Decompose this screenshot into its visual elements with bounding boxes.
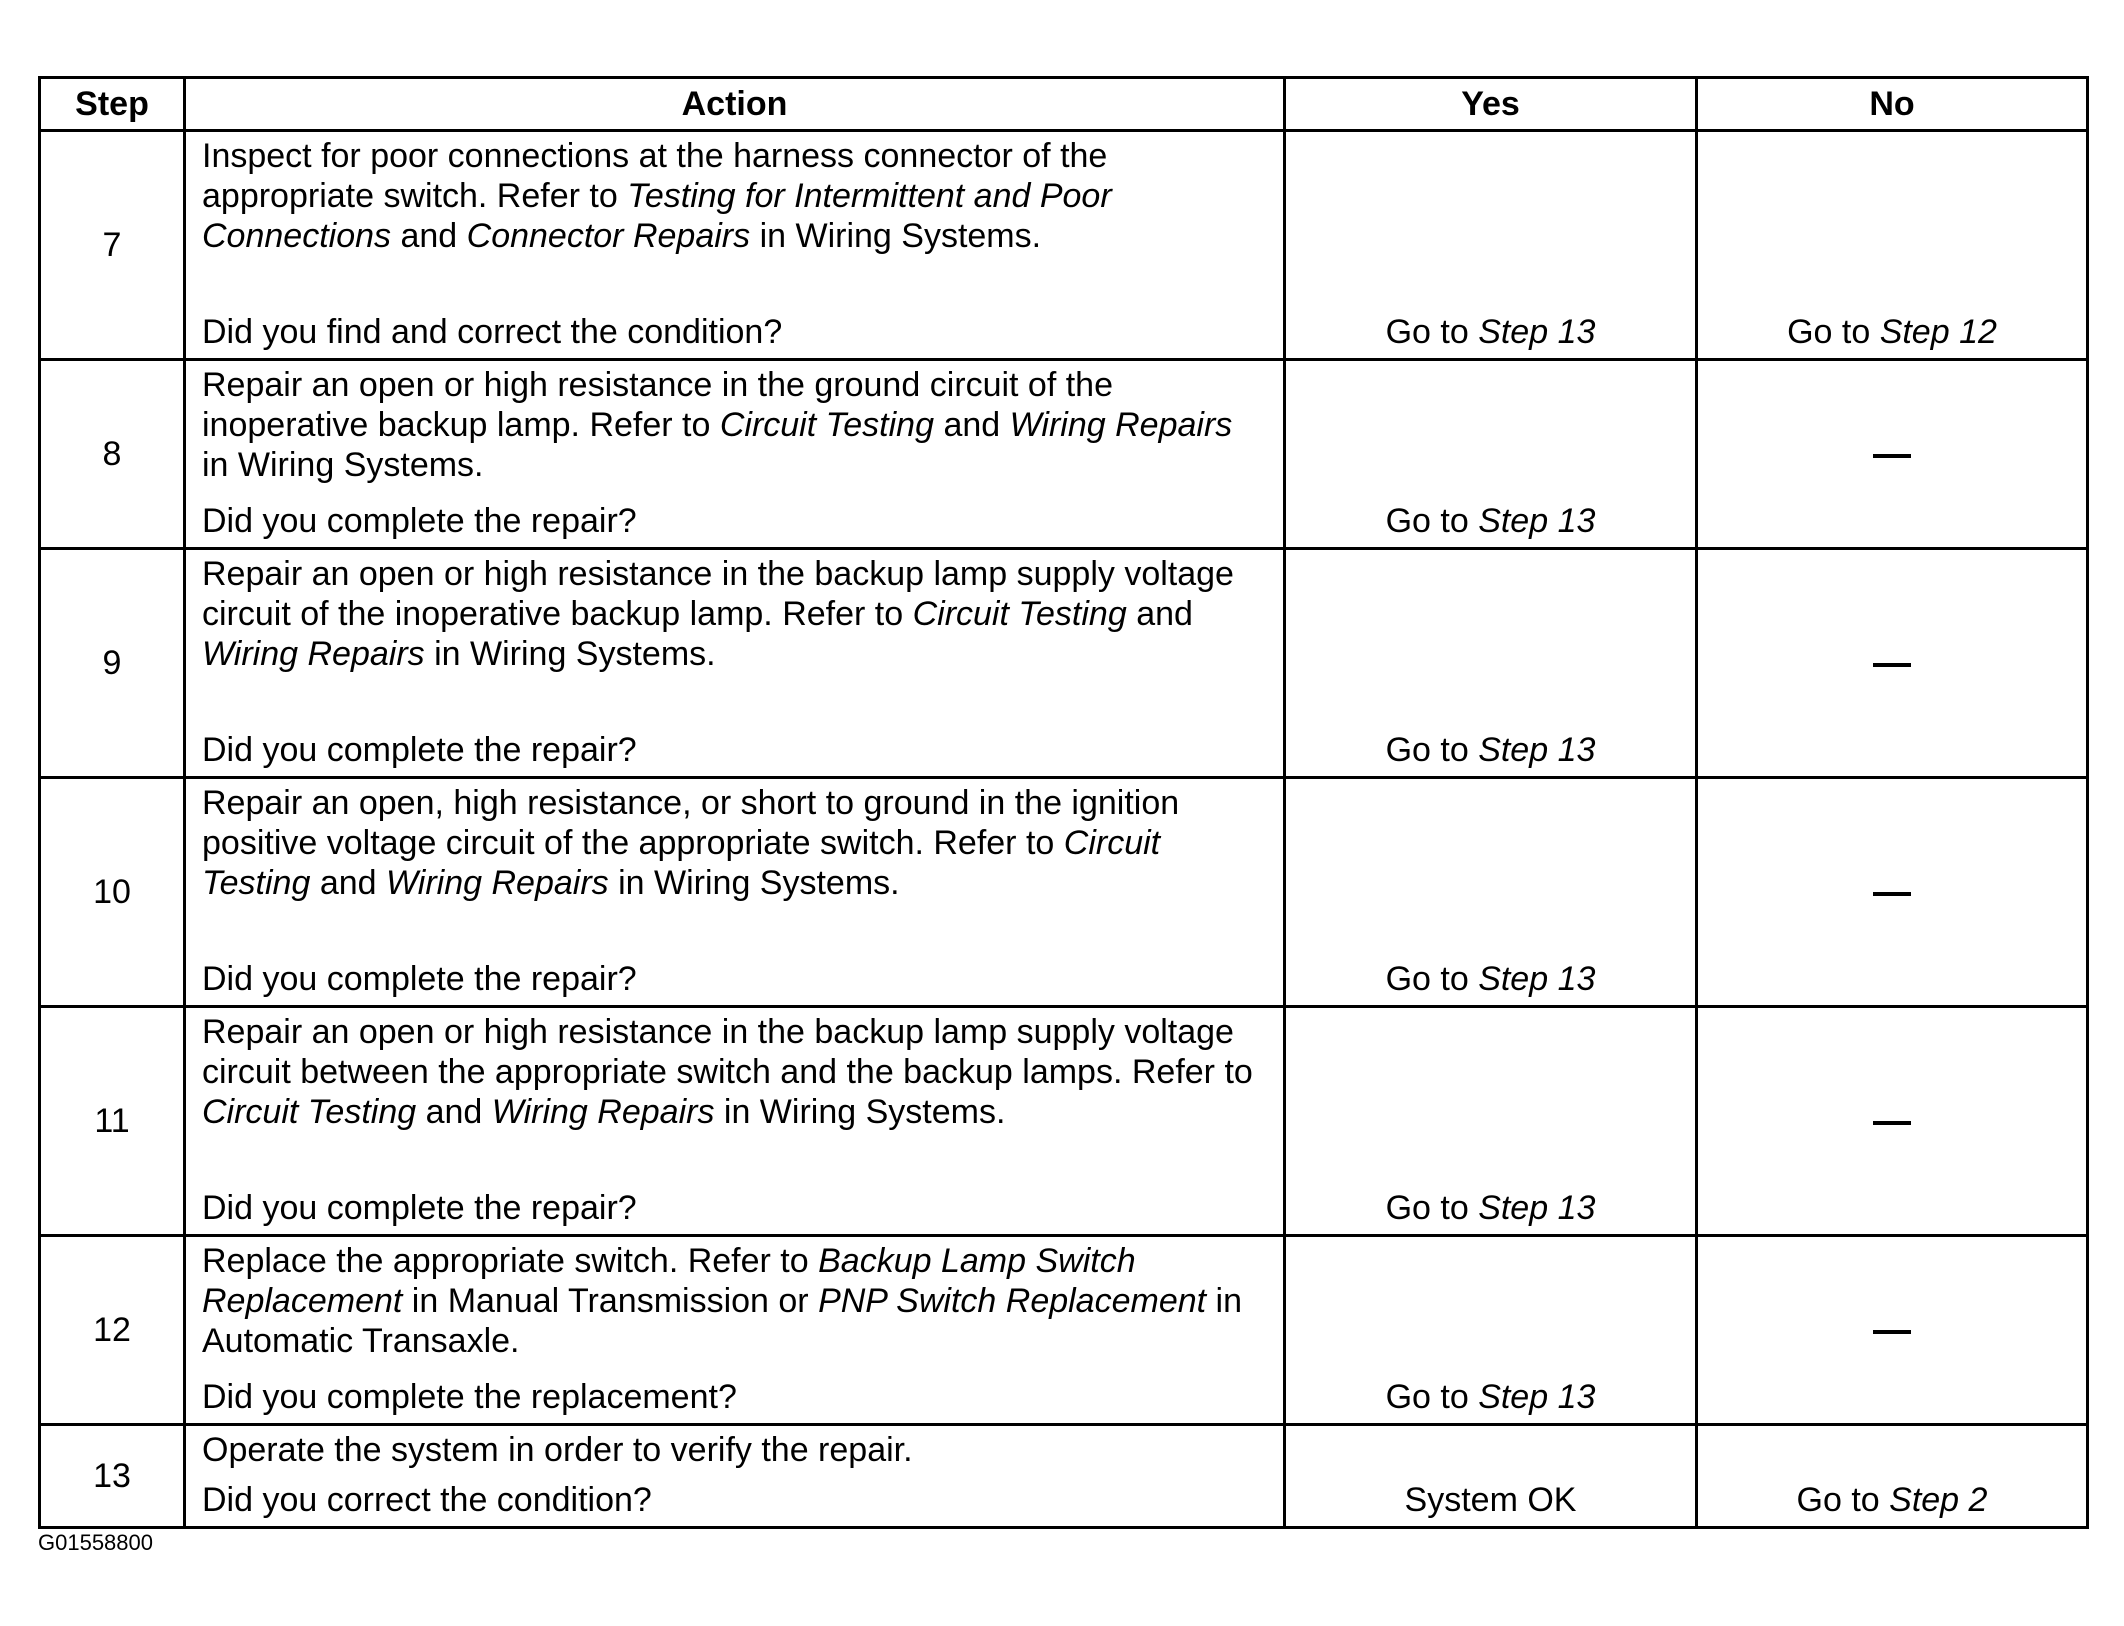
italic-reference: Wiring Repairs (491, 1093, 715, 1131)
no-result-empty (1697, 778, 2088, 1007)
text-segment: and (416, 1093, 492, 1131)
no-result-empty (1697, 549, 2088, 778)
table-row (40, 131, 2088, 360)
action-cell (185, 549, 1285, 778)
action-cell (185, 131, 1285, 360)
text-segment: Go to (1385, 1189, 1479, 1227)
text-segment: Go to (1385, 960, 1479, 998)
action-question: Did you complete the repair? (202, 1189, 637, 1227)
yes-result (1285, 1007, 1697, 1236)
action-cell (185, 778, 1285, 1007)
text-segment: Go to (1385, 1378, 1479, 1416)
table-body (40, 131, 2088, 1528)
action-content (202, 554, 1267, 770)
text-segment: and (391, 217, 467, 255)
action-content (202, 1430, 1267, 1520)
table-row (40, 1425, 2088, 1528)
text-segment: and (934, 406, 1010, 444)
dash-icon (1873, 663, 1911, 667)
action-content (202, 1241, 1267, 1417)
action-question: Did you find and correct the condition? (202, 313, 783, 351)
action-cell (185, 1425, 1285, 1528)
italic-reference: Circuit Testing (202, 1093, 417, 1131)
action-question: Did you correct the condition? (202, 1481, 652, 1519)
action-cell (185, 360, 1285, 549)
italic-reference: Step 13 (1478, 731, 1596, 769)
action-content (202, 136, 1267, 352)
table-row (40, 1007, 2088, 1236)
action-instruction (202, 136, 1267, 256)
action-question: Did you complete the replacement? (202, 1378, 737, 1416)
text-segment: Repair an open, high resistance, or short to ground in the ignition positive voltage circuit of the appropriate switch. Refer to (202, 784, 1180, 862)
step-number: 11 (40, 1007, 185, 1236)
header-step: Step (40, 78, 185, 131)
no-result-empty (1697, 360, 2088, 549)
text-segment: Go to (1385, 731, 1479, 769)
table-row (40, 778, 2088, 1007)
italic-reference: PNP Switch Replacement (818, 1282, 1207, 1320)
action-content (202, 365, 1267, 541)
no-result (1697, 131, 2088, 360)
yes-result (1285, 1425, 1697, 1528)
action-instruction (202, 1430, 1267, 1470)
no-result-empty (1697, 1236, 2088, 1425)
text-segment: Repair an open or high resistance in the backup lamp supply voltage circuit between the appropriate switch and the backup lamps. Refer to (202, 1013, 1253, 1091)
step-number: 7 (40, 131, 185, 360)
text-segment: Go to (1787, 313, 1880, 351)
text-segment: Go to (1796, 1481, 1890, 1519)
italic-reference: Wiring Repairs (386, 864, 609, 902)
step-number: 10 (40, 778, 185, 1007)
step-number: 9 (40, 549, 185, 778)
text-segment: Operate the system in order to verify the repair. (202, 1431, 913, 1469)
italic-reference: Step 2 (1889, 1481, 1988, 1519)
dash-icon (1873, 454, 1911, 458)
text-segment: and (310, 864, 386, 902)
action-instruction (202, 554, 1267, 674)
italic-reference: Step 13 (1478, 1378, 1596, 1416)
italic-reference: Step 12 (1879, 313, 1997, 351)
text-segment: Go to (1385, 313, 1479, 351)
no-result (1697, 1425, 2088, 1528)
text-segment: in Wiring Systems. (714, 1093, 1006, 1131)
action-instruction (202, 783, 1267, 903)
table-row (40, 549, 2088, 778)
text-segment: Go to (1385, 502, 1479, 540)
italic-reference: Step 13 (1478, 502, 1596, 540)
figure-id: G01558800 (38, 1530, 153, 1555)
action-question: Did you complete the repair? (202, 960, 637, 998)
action-content (202, 783, 1267, 999)
text-segment: in Wiring Systems. (608, 864, 900, 902)
text-segment: Repair an open or high resistance in the ground circuit of the inoperative backup lamp. Refer to (202, 366, 1113, 444)
yes-result (1285, 778, 1697, 1007)
italic-reference: Circuit Testing (202, 824, 1161, 902)
no-result-empty (1697, 1007, 2088, 1236)
italic-reference: Step 13 (1478, 313, 1596, 351)
text-segment: and (1126, 595, 1193, 633)
action-question: Did you complete the repair? (202, 502, 637, 540)
text-segment: Repair an open or high resistance in the backup lamp supply voltage circuit of the inoperative backup lamp. Refer to (202, 555, 1234, 633)
table-row (40, 1236, 2088, 1425)
step-number: 13 (40, 1425, 185, 1528)
dash-icon (1873, 892, 1911, 896)
yes-result (1285, 360, 1697, 549)
action-cell (185, 1007, 1285, 1236)
yes-result (1285, 549, 1697, 778)
action-content (202, 1012, 1267, 1228)
italic-reference: Step 13 (1478, 960, 1596, 998)
italic-reference: Step 13 (1478, 1189, 1596, 1227)
italic-reference: Wiring Repairs (1009, 406, 1233, 444)
yes-result (1285, 131, 1697, 360)
diagnostic-table (38, 76, 2089, 1529)
header-action: Action (185, 78, 1285, 131)
header-yes: Yes (1285, 78, 1697, 131)
action-question: Did you complete the repair? (202, 731, 637, 769)
text-segment: in Wiring Systems. (750, 217, 1042, 255)
table-row (40, 360, 2088, 549)
yes-result (1285, 1236, 1697, 1425)
italic-reference: Testing for Intermittent and Poor Connections (202, 177, 1112, 255)
step-number: 12 (40, 1236, 185, 1425)
text-segment: Replace the appropriate switch. Refer to (202, 1242, 819, 1280)
italic-reference: Backup Lamp Switch Replacement (202, 1242, 1136, 1320)
action-instruction (202, 1012, 1267, 1132)
header-no: No (1697, 78, 2088, 131)
italic-reference: Circuit Testing (719, 406, 935, 444)
text-segment: System OK (1404, 1481, 1577, 1519)
text-segment: in Automatic Transaxle. (202, 1282, 1243, 1360)
action-cell (185, 1236, 1285, 1425)
action-instruction (202, 1241, 1267, 1361)
dash-icon (1873, 1330, 1911, 1334)
text-segment: Inspect for poor connections at the harness connector of the appropriate switch. Refer to (202, 137, 1108, 215)
dash-icon (1873, 1121, 1911, 1125)
italic-reference: Wiring Repairs (202, 635, 425, 673)
italic-reference: Circuit Testing (912, 595, 1127, 633)
action-instruction (202, 365, 1267, 485)
text-segment: in Wiring Systems. (202, 446, 484, 484)
step-number: 8 (40, 360, 185, 549)
header-row (40, 78, 2088, 131)
text-segment: in Manual Transmission or (402, 1282, 819, 1320)
italic-reference: Connector Repairs (466, 217, 751, 255)
text-segment: in Wiring Systems. (424, 635, 716, 673)
